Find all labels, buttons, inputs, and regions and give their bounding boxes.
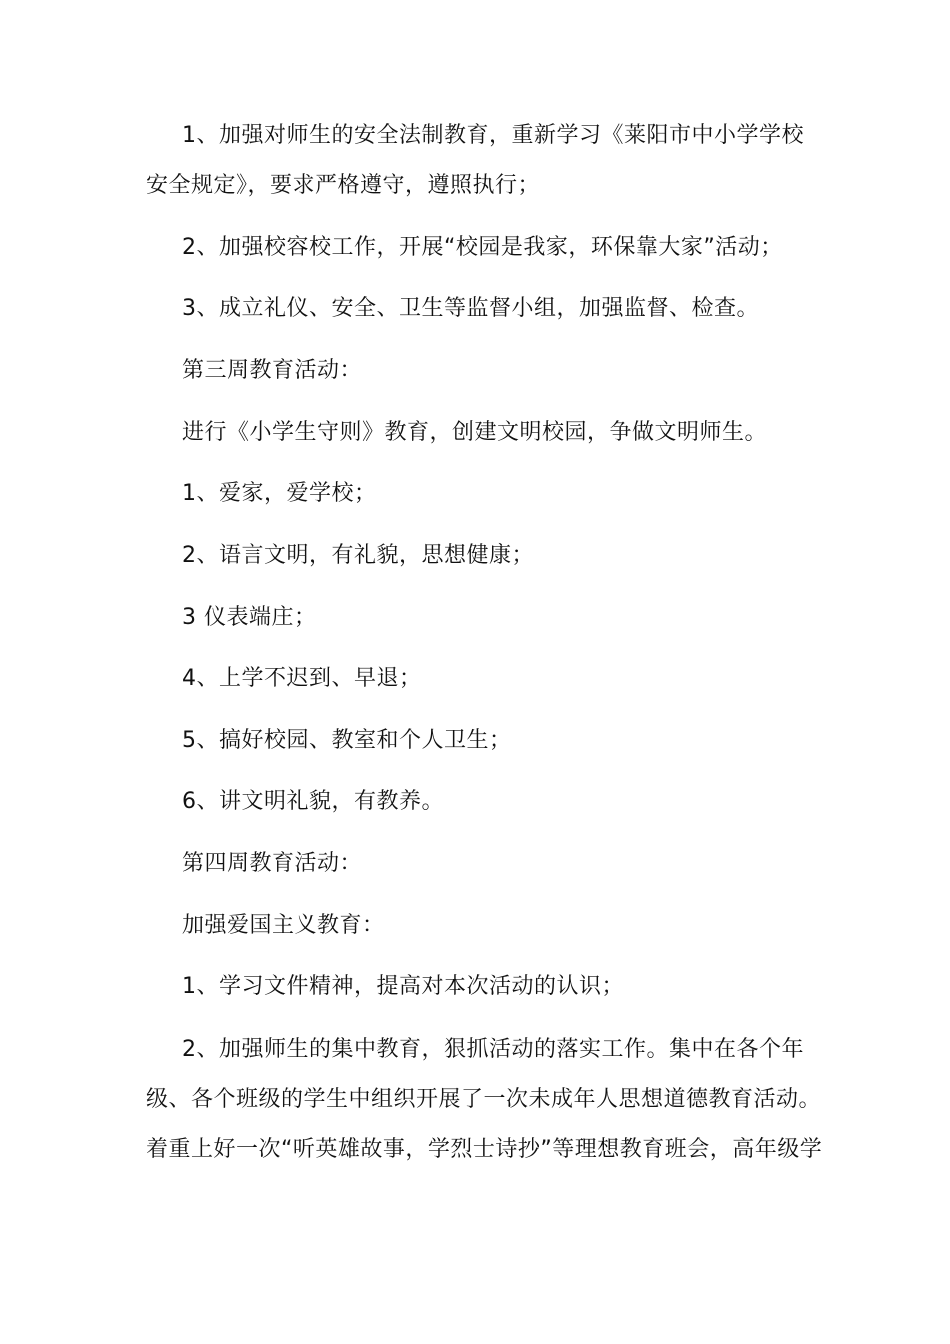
paragraph-line: 3、成立礼仪、安全、卫生等监督小组，加强监督、检查。 bbox=[182, 296, 759, 321]
paragraph-line: 加强爱国主义教育： bbox=[182, 913, 385, 938]
list-item: 5、搞好校园、教室和个人卫生； bbox=[182, 728, 512, 753]
list-item: 2、语言文明，有礼貌，思想健康； bbox=[182, 543, 534, 568]
paragraph-line: 着重上好一次“听英雄故事，学烈士诗抄”等理想教育班会，高年级学 bbox=[146, 1137, 823, 1162]
list-item: 3 仪表端庄； bbox=[182, 605, 317, 630]
paragraph-line: 1、加强对师生的安全法制教育，重新学习《莱阳市中小学学校 bbox=[182, 123, 804, 148]
paragraph-line: 2、加强师生的集中教育，狠抓活动的落实工作。集中在各个年 bbox=[182, 1037, 804, 1062]
paragraph-line: 安全规定》，要求严格遵守，遵照执行； bbox=[146, 173, 541, 198]
paragraph-line: 进行《小学生守则》教育，创建文明校园，争做文明师生。 bbox=[182, 420, 768, 445]
list-item: 4、上学不迟到、早退； bbox=[182, 666, 422, 691]
list-item: 1、爱家，爱学校； bbox=[182, 481, 377, 506]
list-item: 6、讲文明礼貌，有教养。 bbox=[182, 789, 444, 814]
section-heading: 第四周教育活动： bbox=[182, 851, 363, 876]
section-heading: 第三周教育活动： bbox=[182, 358, 363, 383]
list-item: 1、学习文件精神，提高对本次活动的认识； bbox=[182, 974, 624, 999]
paragraph-line: 2、加强校容校工作，开展“校园是我家，环保靠大家”活动； bbox=[182, 235, 783, 260]
paragraph-line: 级、各个班级的学生中组织开展了一次未成年人思想道德教育活动。 bbox=[146, 1087, 822, 1112]
